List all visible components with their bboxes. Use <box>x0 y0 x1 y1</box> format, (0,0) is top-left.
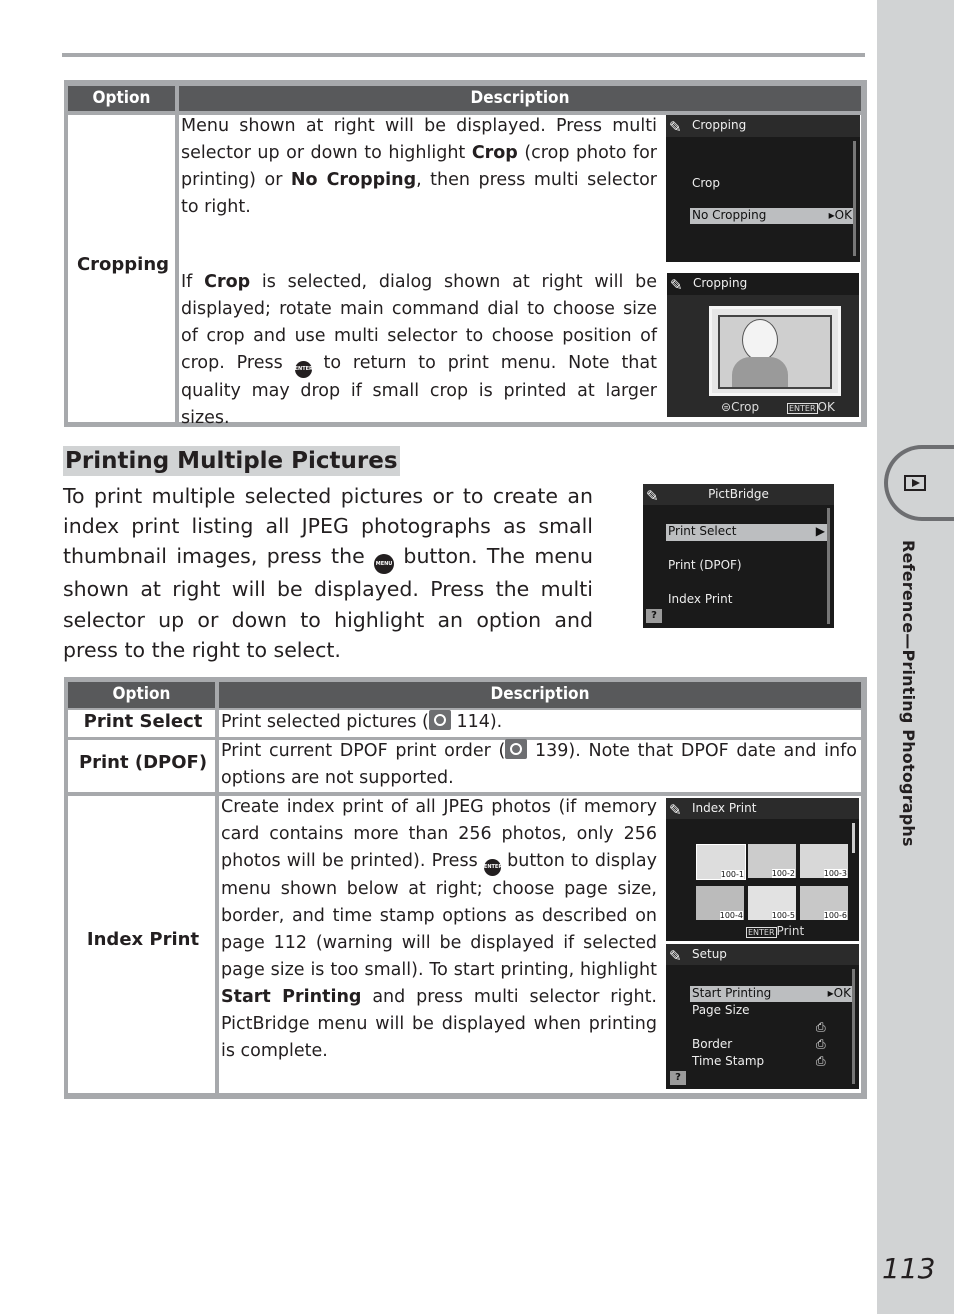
print-select-description: Print selected pictures ( 114). <box>221 712 503 732</box>
printer-icon: ⎙ <box>816 1037 826 1051</box>
screen-title: Cropping <box>692 118 747 132</box>
playback-icon <box>904 475 926 491</box>
menu-item-index-print: Index Print <box>668 592 733 606</box>
crop-preview-image <box>709 306 841 396</box>
camera-screen-setup <box>666 944 859 1089</box>
help-icon: ? <box>646 609 662 623</box>
pencil-icon: ✎ <box>669 947 682 965</box>
option-print-dpof: Print (DPOF) <box>78 752 208 773</box>
help-icon: ? <box>670 1071 686 1085</box>
reference-icon <box>429 710 451 730</box>
enter-button-icon: ENTER <box>484 859 501 876</box>
screen-title: Index Print <box>692 801 757 815</box>
table-header-option: Option <box>68 682 215 708</box>
index-print-footer: ENTER Print <box>748 924 805 938</box>
option-print-select: Print Select <box>83 711 203 732</box>
pencil-icon: ✎ <box>669 118 682 136</box>
table-header-description: Description <box>219 682 861 708</box>
menu-item-page-size: Page Size <box>692 1003 750 1017</box>
thumbnail: 100-3 <box>800 844 848 878</box>
menu-item-print-dpof: Print (DPOF) <box>668 558 742 572</box>
crop-footer-right: ENTER OK <box>789 400 835 414</box>
table-header-description: Description <box>179 86 861 111</box>
menu-item-border: Border <box>692 1037 733 1051</box>
printer-icon: ⎙ <box>816 1054 826 1068</box>
thumbnail: 100-1 <box>696 844 746 880</box>
menu-item-time-stamp: Time Stamp <box>692 1054 765 1068</box>
camera-screen-cropping-menu <box>666 115 860 262</box>
cropping-description-1: Menu shown at right will be displayed. Press multi selector up or down to highlight Crop (crop photo for printing) or No Cropping, then press multi selector to right. <box>181 116 657 217</box>
menu-item-crop: Crop <box>692 176 721 190</box>
printer-icon: ⎙ <box>816 1020 826 1034</box>
crop-footer-left: ⊜Crop <box>721 400 760 414</box>
option-index-print: Index Print <box>86 929 200 950</box>
camera-screen-pictbridge <box>643 484 834 628</box>
menu-item-start-printing: Start Printing ▸OK <box>690 986 855 1002</box>
sidebar-title: Reference—Printing Photographs <box>899 540 918 847</box>
menu-item-print-select: Print Select ▶ <box>666 524 828 541</box>
table-header-option: Option <box>68 86 175 111</box>
camera-screen-index-print <box>666 798 859 941</box>
page-number: 113 <box>882 1252 936 1285</box>
thumbnail: 100-6 <box>800 886 848 920</box>
screen-title: PictBridge <box>708 487 769 501</box>
option-cropping: Cropping <box>76 254 170 275</box>
reference-icon <box>505 739 527 759</box>
index-print-description: Create index print of all JPEG photos (if memory card contains more than 256 photos, only 256 photos will be printed). Press ENTER button to display menu shown below at right; choose page size, border, and time stamp options as described on page 112 (warning will be displayed if selected page size is too small). To start printing, highlight Start Printing and press multi selector right. PictBridge menu will be displayed when printing is complete. <box>221 797 657 1061</box>
print-dpof-description: Print current DPOF print order ( 139). Note that DPOF date and info options are not supported. <box>221 741 857 788</box>
pencil-icon: ✎ <box>669 801 682 819</box>
cropping-description-2: If Crop is selected, dialog shown at right will be displayed; rotate main command dial to choose size of crop and use multi selector to choose position of crop. Press ENTER to return to print menu. Note that quality may drop if small crop is printed at larger sizes. <box>181 272 657 428</box>
top-rule <box>62 53 865 57</box>
section-heading: Printing Multiple Pictures <box>65 448 398 474</box>
thumbnail: 100-5 <box>748 886 796 920</box>
screen-title: Cropping <box>693 276 748 290</box>
screen-title: Setup <box>692 947 727 961</box>
thumbnail: 100-2 <box>748 844 796 878</box>
menu-button-icon: MENU <box>374 554 394 574</box>
menu-item-no-cropping: No Cropping ▸OK <box>690 208 856 224</box>
pencil-icon: ✎ <box>646 487 659 505</box>
section-body: To print multiple selected pictures or to create an index print listing all JPEG photographs as small thumbnail images, press the MENU button. The menu shown at right will be displayed. Press the multi selector up or down to highlight an option and press to the right to select. <box>63 484 593 662</box>
camera-screen-crop-dialog <box>667 273 859 417</box>
thumbnail: 100-4 <box>696 886 744 920</box>
pencil-icon: ✎ <box>670 276 683 294</box>
enter-button-icon: ENTER <box>295 361 312 378</box>
